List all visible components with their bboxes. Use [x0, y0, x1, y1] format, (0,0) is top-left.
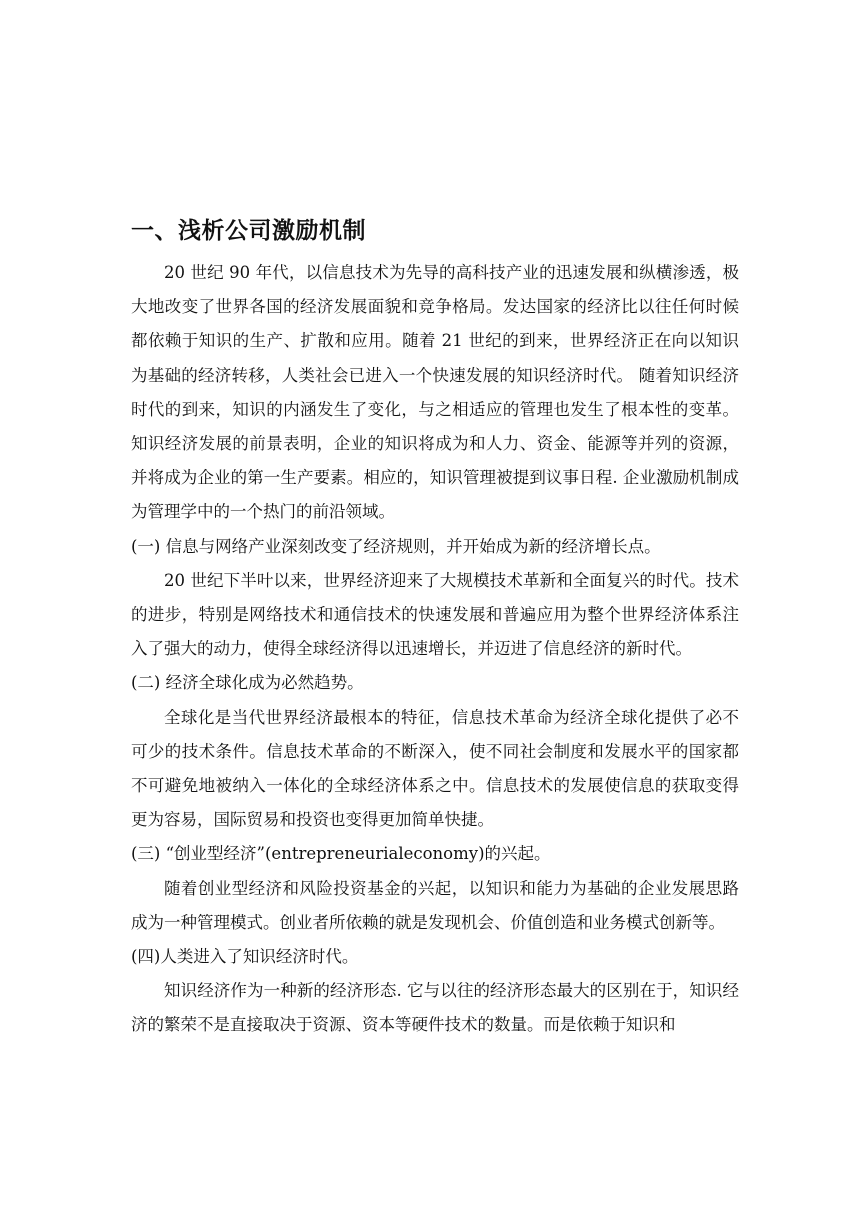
page-title: 一、浅析公司激励机制 — [131, 218, 366, 244]
section-paragraph-3: 随着创业型经济和风险投资基金的兴起，以知识和能力为基础的企业发展思路成为一种管理模式。创业者所依赖的就是发现机会、价值创造和业务模式创新等。 — [131, 878, 739, 932]
section-paragraph-2: 全球化是当代世界经济最根本的特征，信息技术革命为经济全球化提供了必不可少的技术条件。信息技术革命的不断深入，使不同社会制度和发展水平的国家都不可避免地被纳入一体化的全球经济体系之中。信息技术的发展使信息的获取变得更为容易，国际贸易和投资也变得更加简单快捷。 — [131, 707, 739, 830]
intro-paragraph: 20 世纪 90 年代，以信息技术为先导的高科技产业的迅速发展和纵横渗透，极大地改变了世界各国的经济发展面貌和竞争格局。发达国家的经济比以往任何时候都依赖于知识的生产、扩散和应用。随着 21 世纪的到来，世界经济正在向以知识为基础的经济转移，人类社会已进入一个快速发展的知识经济时代。 随着知识经济时代的到来，知识的内涵发生了变化，与之相适应的管理也发生了根本性的变革。知识经济发展的前景表明，企业的知识将成为和人力、资金、能源等并列的资源，并将成为企业的第一生产要素。相应的，知识管理被提到议事日程. 企业激励机制成为管理学中的一个热门的前沿领域。 — [131, 263, 739, 522]
section-paragraph-1: 20 世纪下半叶以来，世界经济迎来了大规模技术革新和全面复兴的时代。技术的进步，特别是网络技术和通信技术的快速发展和普遍应用为整个世界经济体系注入了强大的动力，使得全球经济得以迅速增长，并迈进了信息经济的新时代。 — [131, 570, 739, 659]
section-heading-2: (二) 经济全球化成为必然趋势。 — [131, 673, 364, 693]
section-heading-4: (四)人类进入了知识经济时代。 — [131, 947, 359, 967]
section-heading-1: (一) 信息与网络产业深刻改变了经济规则，并开始成为新的经济增长点。 — [131, 536, 661, 556]
document-body — [131, 214, 739, 1043]
section-paragraph-4: 知识经济作为一种新的经济形态. 它与以往的经济形态最大的区别在于，知识经济的繁荣不是直接取决于资源、资本等硬件技术的数量。而是依赖于知识和 — [131, 981, 739, 1035]
section-heading-3: (三) “创业型经济”(entrepreneurialeconomy)的兴起。 — [131, 844, 551, 864]
